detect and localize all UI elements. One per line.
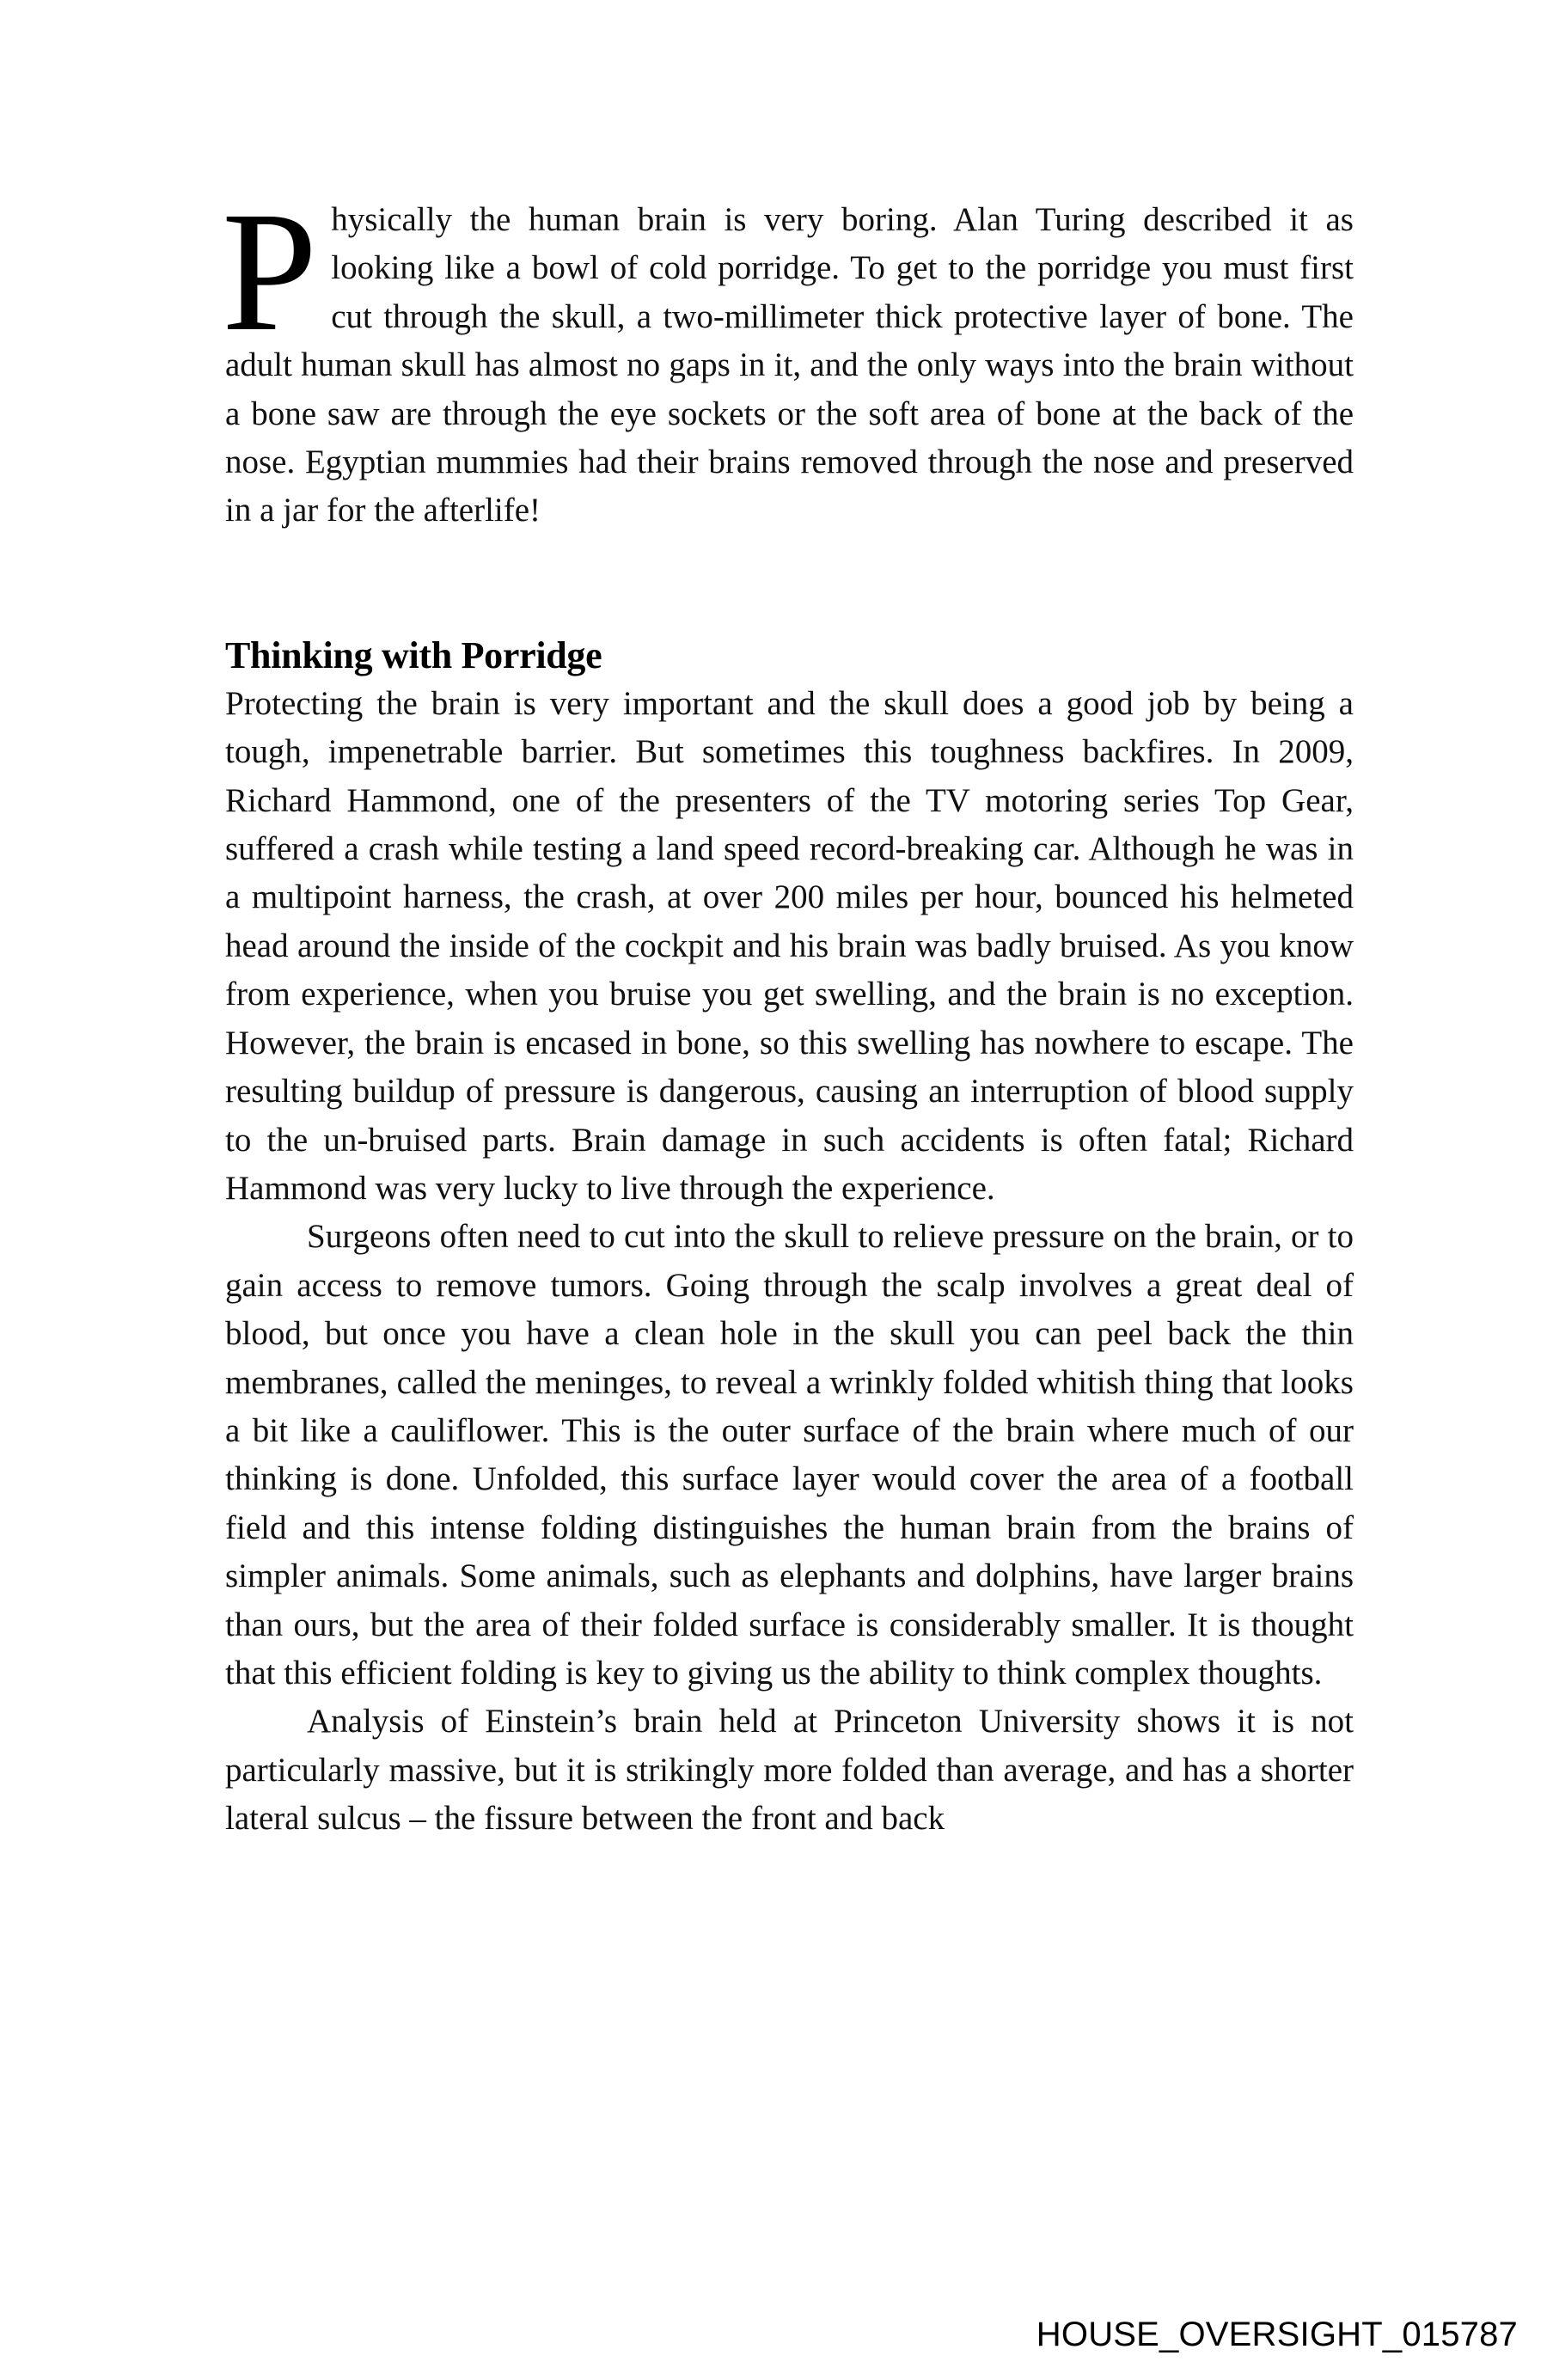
body-paragraph: Surgeons often need to cut into the skull to relieve pressure on the brain, or to gain access to remove tumors. Going through the scalp involves a great deal of blood, but once you have a clean hole in the skull you can peel back the thin membranes, called the meninges, to reveal a wrinkly folded whitish thing that looks a bit like a cauliflower. This is the outer surface of the brain where much of our thinking is done. Unfolded, this surface layer would cover the area of a football field and this intense folding distinguishes the human brain from the brains of simpler animals. Some animals, such as elephants and dolphins, have larger brains than ours, but the area of their folded surface is considerably smaller. It is thought that this efficient folding is key to giving us the ability to think complex thoughts. [225, 1218, 1354, 1692]
drop-cap: P [222, 177, 318, 367]
intro-paragraph [222, 177, 1354, 535]
section-heading: Thinking with Porridge [225, 633, 602, 676]
body-paragraph: Analysis of Einstein’s brain held at Princeton University shows it is not particularly massive, but it is strikingly more folded than average, and has a shorter lateral sulcus – the fissure between the front and back [225, 1703, 1354, 1838]
bates-stamp: HOUSE_OVERSIGHT_015787 [1036, 2316, 1518, 2353]
page-body [222, 177, 1354, 1844]
intro-text: hysically the human brain is very boring. Alan Turing described it as looking like a bowl of cold porridge. To get to the porridge you must first cut through the skull, a two-millimeter thick protective layer of bone. The adult human skull has almost no gaps in it, and the only ways into the brain without a bone saw are through the eye sockets or the soft area of bone at the back of the nose. Egyptian mummies had their brains removed through the nose and preserved in a jar for the afterlife! [225, 201, 1354, 529]
body-paragraph: Protecting the brain is very important and the skull does a good job by being a tough, impenetrable barrier. But sometimes this toughness backfires. In 2009, Richard Hammond, one of the presenters of the TV motoring series Top Gear, suffered a crash while testing a land speed record-breaking car. Although he was in a multipoint harness, the crash, at over 200 miles per hour, bounced his helmeted head around the inside of the cockpit and his brain was badly bruised. As you know from experience, when you bruise you get swelling, and the brain is no exception. However, the brain is encased in bone, so this swelling has nowhere to escape. The resulting buildup of pressure is dangerous, causing an interruption of blood supply to the un-bruised parts. Brain damage in such accidents is often fatal; Richard Hammond was very lucky to live through the experience. [225, 684, 1354, 1207]
